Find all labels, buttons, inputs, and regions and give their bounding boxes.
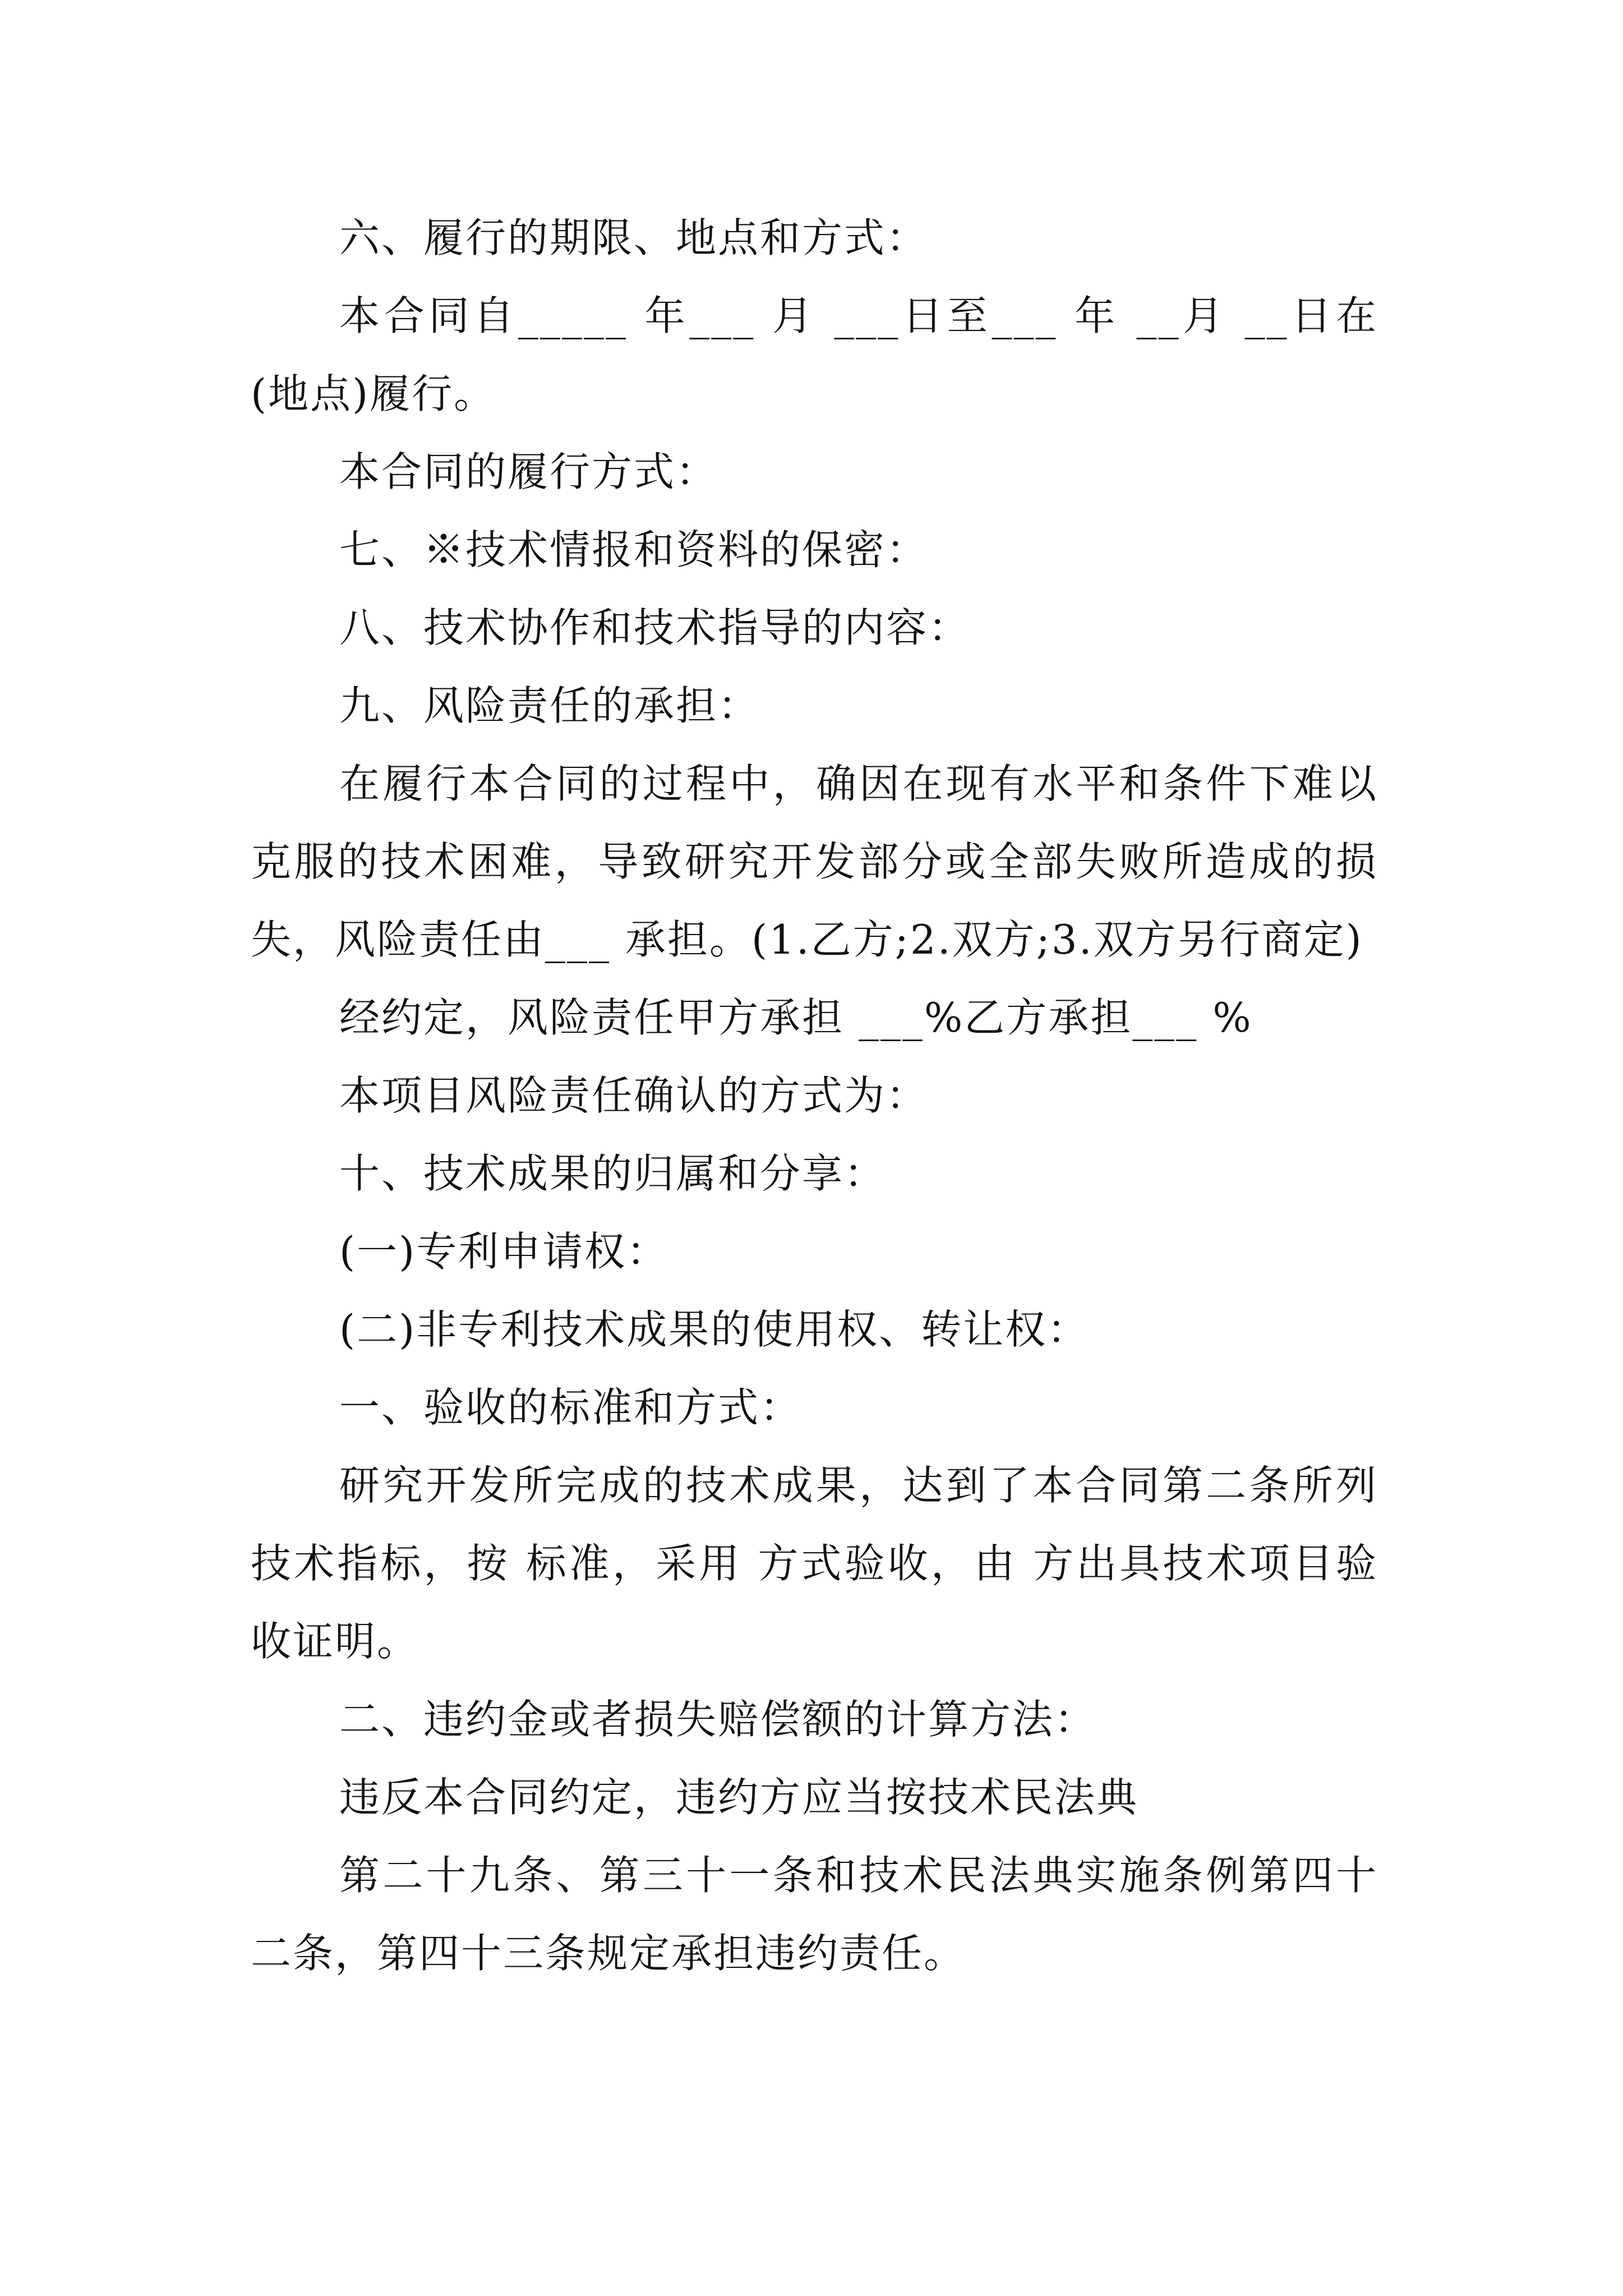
acceptance-heading: 一、验收的标准和方式： [339, 1384, 803, 1431]
risk-responsibility-clause: 在履行本合同的过程中，确因在现有水平和条件下难以克服的技术困难，导致研究开发部分或全部失败所造成的损失，风险责任由___ 承担。(1.乙方;2.双方;3.双方另行商定) [251, 760, 1378, 963]
damages-heading: 二、违约金或者损失赔偿额的计算方法： [339, 1696, 1097, 1743]
non-patent-rights: (二)非专利技术成果的使用权、转让权： [339, 1306, 1090, 1353]
breach-clause: 违反本合同约定，违约方应当按技术民法典 [339, 1774, 1139, 1821]
performance-period-clause: 本合同自_____ 年___ 月 ___日至___ 年 __月 __日在(地点)履行。 [251, 292, 1378, 417]
performance-method-clause: 本合同的履行方式： [339, 448, 718, 495]
section-8-heading: 八、技术协作和技术指导的内容： [339, 604, 971, 651]
document-body [251, 199, 1378, 1993]
risk-share-clause: 经约定，风险责任甲方承担 ___%乙方承担___ % [339, 994, 1253, 1041]
acceptance-clause: 研究开发所完成的技术成果，达到了本合同第二条所列技术指标，按 标准，采用 方式验收，由 方出具技术项目验收证明。 [251, 1462, 1378, 1665]
risk-confirmation-clause: 本项目风险责任确认的方式为： [339, 1072, 929, 1119]
legal-reference-clause: 第二十九条、第三十一条和技术民法典实施条例第四十二条，第四十三条规定承担违约责任。 [251, 1852, 1378, 1977]
patent-application-right: (一)专利申请权： [339, 1228, 669, 1275]
section-7-heading: 七、※技术情报和资料的保密： [339, 526, 929, 573]
section-9-heading: 九、风险责任的承担： [339, 682, 760, 729]
section-10-heading: 十、技术成果的归属和分享： [339, 1150, 887, 1197]
section-6-heading: 六、履行的期限、地点和方式： [339, 214, 929, 261]
